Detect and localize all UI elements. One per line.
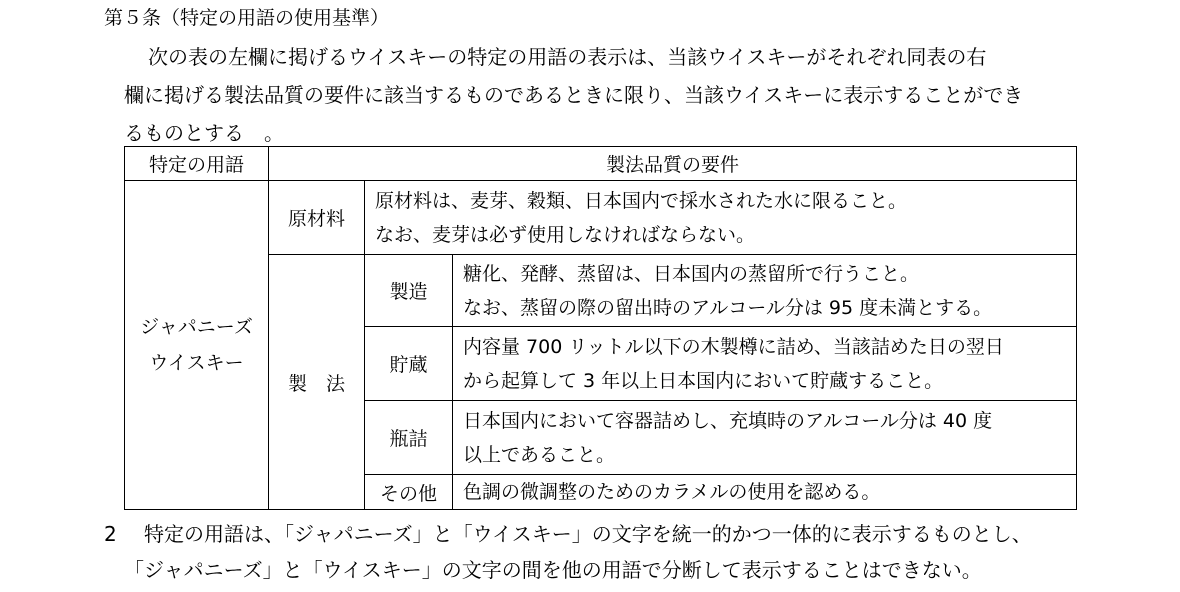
raw-material-label: 原材料	[269, 181, 365, 255]
process-row-label: 製造	[365, 255, 453, 327]
paragraph-2-line: 「ジャパニーズ」と「ウイスキー」の文字の間を他の用語で分断して表示することはできない。	[124, 558, 982, 582]
paragraph-1-line: 欄に掲げる製法品質の要件に該当するものであるときに限り、当該ウイスキーに表示することができ	[124, 83, 1024, 107]
article-title: 第５条（特定の用語の使用基準）	[104, 7, 390, 29]
raw-material-line: なお、麦芽は必ず使用しなければならない。	[375, 223, 756, 246]
paragraph-1-line: 次の表の左欄に掲げるウイスキーの特定の用語の表示は、当該ウイスキーがそれぞれ同表の右	[148, 45, 987, 69]
process-row-text	[453, 327, 1077, 401]
process-label: 製 法	[269, 255, 365, 510]
paragraph-2	[104, 516, 1104, 588]
term-cell	[125, 181, 269, 510]
process-row-text	[453, 475, 1077, 510]
process-row-line: から起算して 3 年以上日本国内において貯蔵すること。	[463, 369, 944, 392]
paragraph-1	[124, 38, 1084, 152]
process-row-line: 日本国内において容器詰めし、充填時のアルコール分は 40 度	[463, 409, 993, 432]
process-row-label: 瓶詰	[365, 401, 453, 475]
process-row-text	[453, 255, 1077, 327]
term-line: ジャパニーズ	[140, 316, 253, 338]
process-row-label: その他	[365, 475, 453, 510]
table-row	[125, 181, 1077, 255]
table-header-row	[125, 147, 1077, 181]
paragraph-2-text: 特定の用語は、「ジャパニーズ」と「ウイスキー」の文字を統一的かつ一体的に表示するものとし、	[144, 522, 1032, 546]
process-row-line: 内容量 700 リットル以下の木製樽に詰め、当該詰めた日の翌日	[463, 335, 1004, 358]
term-line: ウイスキー	[149, 352, 244, 374]
paragraph-2-number: 2	[104, 522, 117, 546]
requirements-table	[124, 146, 1077, 510]
process-row-line: 糖化、発酵、蒸留は、日本国内の蒸留所で行うこと。	[463, 262, 920, 285]
header-term: 特定の用語	[125, 147, 269, 181]
paragraph-1-line: るものとする 。	[124, 121, 284, 145]
process-row-label: 貯蔵	[365, 327, 453, 401]
header-requirements: 製法品質の要件	[269, 147, 1077, 181]
process-row-line: 以上であること。	[463, 443, 616, 466]
raw-material-text	[365, 181, 1077, 255]
raw-material-line: 原材料は、麦芽、穀類、日本国内で採水された水に限ること。	[375, 189, 908, 212]
process-row-text	[453, 401, 1077, 475]
paragraph-2-line	[104, 516, 1104, 552]
process-row-line: 色調の微調整のためのカラメルの使用を認める。	[463, 481, 881, 503]
process-row-line: なお、蒸留の際の留出時のアルコール分は 95 度未満とする。	[463, 296, 993, 319]
